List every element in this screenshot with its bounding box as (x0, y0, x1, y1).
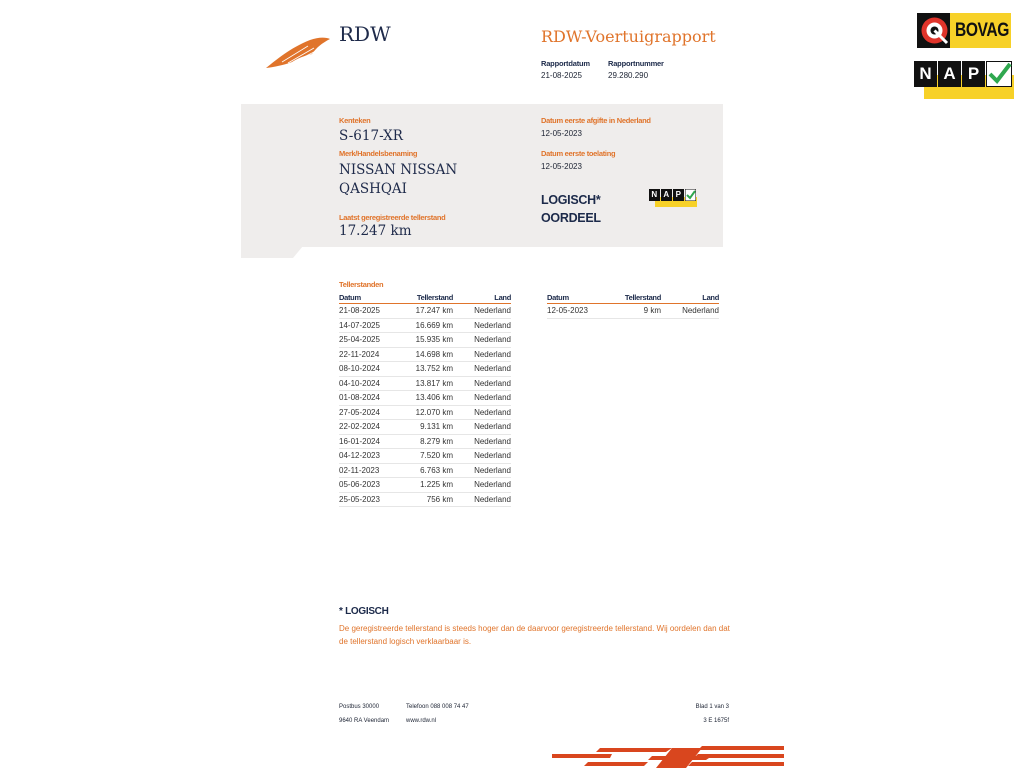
nap-letter: A (938, 61, 961, 87)
cell-reading: 1.225 km (401, 478, 453, 493)
cell-country: Nederland (453, 463, 511, 478)
cell-reading: 16.669 km (401, 318, 453, 333)
cell-country: Nederland (453, 362, 511, 377)
cell-reading: 756 km (401, 492, 453, 507)
cell-reading: 14.698 km (401, 347, 453, 362)
cell-date: 02-11-2023 (339, 463, 401, 478)
checkmark-icon (986, 61, 1012, 87)
cell-country: Nederland (453, 391, 511, 406)
cell-date: 21-08-2025 (339, 304, 401, 319)
cell-country: Nederland (453, 434, 511, 449)
cell-reading: 17.247 km (401, 304, 453, 319)
table-row (339, 449, 511, 464)
report-number-label: Rapportnummer (608, 59, 664, 68)
checkmark-icon (685, 189, 696, 201)
bovag-emblem-icon (917, 13, 952, 48)
plate-value: S-617-XR (339, 128, 403, 144)
cell-date: 14-07-2025 (339, 318, 401, 333)
cell-reading: 6.763 km (401, 463, 453, 478)
bovag-logo (917, 13, 1011, 48)
cell-country: Nederland (453, 405, 511, 420)
cell-date: 22-02-2024 (339, 420, 401, 435)
table-row (339, 347, 511, 362)
col-country: Land (453, 293, 511, 304)
report-date: 21-08-2025 (541, 71, 582, 80)
footer-phone: Telefoon 088 008 74 47 (406, 704, 469, 710)
cell-country: Nederland (453, 420, 511, 435)
footer-page: Blad 1 van 3 (695, 704, 729, 710)
note-title: * LOGISCH (339, 606, 389, 617)
first-admission-value: 12-05-2023 (541, 162, 582, 171)
cell-country: Nederland (453, 492, 511, 507)
cell-reading: 8.279 km (401, 434, 453, 449)
org-title: RDW (339, 22, 391, 46)
report-title: RDW-Voertuigrapport (541, 27, 716, 46)
cell-reading: 7.520 km (401, 449, 453, 464)
col-reading: Tellerstand (401, 293, 453, 304)
summary-panel (241, 104, 723, 247)
table-row (339, 333, 511, 348)
table-row (547, 304, 719, 319)
verdict-line2: OORDEEL (541, 211, 601, 225)
make-line2: QASHQAI (339, 181, 407, 197)
first-admission-label: Datum eerste toelating (541, 149, 616, 158)
cell-reading: 13.752 km (401, 362, 453, 377)
cell-reading: 9.131 km (401, 420, 453, 435)
cell-reading: 9 km (609, 304, 661, 319)
panel-tab-decoration (241, 246, 303, 259)
cell-date: 27-05-2024 (339, 405, 401, 420)
cell-date: 01-08-2024 (339, 391, 401, 406)
make-label: Merk/Handelsbenaming (339, 149, 418, 158)
cell-country: Nederland (661, 304, 719, 319)
nap-letter: A (661, 189, 672, 201)
table-row (339, 463, 511, 478)
odometer-table-left (339, 293, 511, 507)
table-row (339, 478, 511, 493)
table-row (339, 304, 511, 319)
nap-letter: N (649, 189, 660, 201)
odometer-table-right (547, 293, 719, 319)
col-date: Datum (547, 293, 609, 304)
nap-badge-small (649, 189, 697, 209)
cell-reading: 15.935 km (401, 333, 453, 348)
cell-reading: 12.070 km (401, 405, 453, 420)
table-row (339, 434, 511, 449)
nap-logo (914, 61, 1014, 99)
nap-letter: N (914, 61, 937, 87)
verdict-line1: LOGISCH* (541, 193, 601, 207)
odometer-label: Laatst geregistreerde tellerstand (339, 213, 446, 222)
footer-address2: 9640 RA Veendam (339, 718, 390, 724)
table-row (339, 318, 511, 333)
cell-date: 04-12-2023 (339, 449, 401, 464)
cell-country: Nederland (453, 449, 511, 464)
table-row (339, 405, 511, 420)
cell-date: 25-05-2023 (339, 492, 401, 507)
cell-date: 22-11-2024 (339, 347, 401, 362)
nap-letter: P (962, 61, 985, 87)
col-date: Datum (339, 293, 401, 304)
first-nl-value: 12-05-2023 (541, 129, 582, 138)
decorative-stripes (552, 744, 784, 768)
table-row (339, 362, 511, 377)
table-row (339, 492, 511, 507)
cell-date: 12-05-2023 (547, 304, 609, 319)
table-row (339, 376, 511, 391)
cell-country: Nederland (453, 478, 511, 493)
bovag-wordmark: BOVAG (955, 20, 1009, 41)
footer-web[interactable]: www.rdw.nl (406, 718, 437, 724)
cell-reading: 13.406 km (401, 391, 453, 406)
cell-country: Nederland (453, 318, 511, 333)
footer-address1: Postbus 30000 (339, 704, 380, 710)
cell-country: Nederland (453, 333, 511, 348)
cell-date: 16-01-2024 (339, 434, 401, 449)
nap-letter: P (673, 189, 684, 201)
cell-reading: 13.817 km (401, 376, 453, 391)
cell-date: 08-10-2024 (339, 362, 401, 377)
note-text: De geregistreerde tellerstand is steeds hoger dan de daarvoor geregistreerde tellerstand. Wij oordelen dan dat de tellerstand logisch verklaarbaar is. (339, 624, 730, 646)
col-country: Land (661, 293, 719, 304)
first-nl-label: Datum eerste afgifte in Nederland (541, 116, 651, 125)
cell-country: Nederland (453, 376, 511, 391)
report-number: 29.280.290 (608, 71, 649, 80)
cell-country: Nederland (453, 347, 511, 362)
odometer-value: 17.247 km (339, 223, 412, 239)
col-reading: Tellerstand (609, 293, 661, 304)
rdw-logo-icon (264, 34, 332, 70)
cell-date: 05-06-2023 (339, 478, 401, 493)
table-row (339, 391, 511, 406)
make-line1: NISSAN NISSAN (339, 162, 458, 178)
footer-code: 3 E 1675f (703, 718, 729, 724)
cell-date: 04-10-2024 (339, 376, 401, 391)
report-date-label: Rapportdatum (541, 59, 590, 68)
cell-date: 25-04-2025 (339, 333, 401, 348)
table-row (339, 420, 511, 435)
plate-label: Kenteken (339, 116, 371, 125)
cell-country: Nederland (453, 304, 511, 319)
odometer-table-title: Tellerstanden (339, 280, 384, 289)
